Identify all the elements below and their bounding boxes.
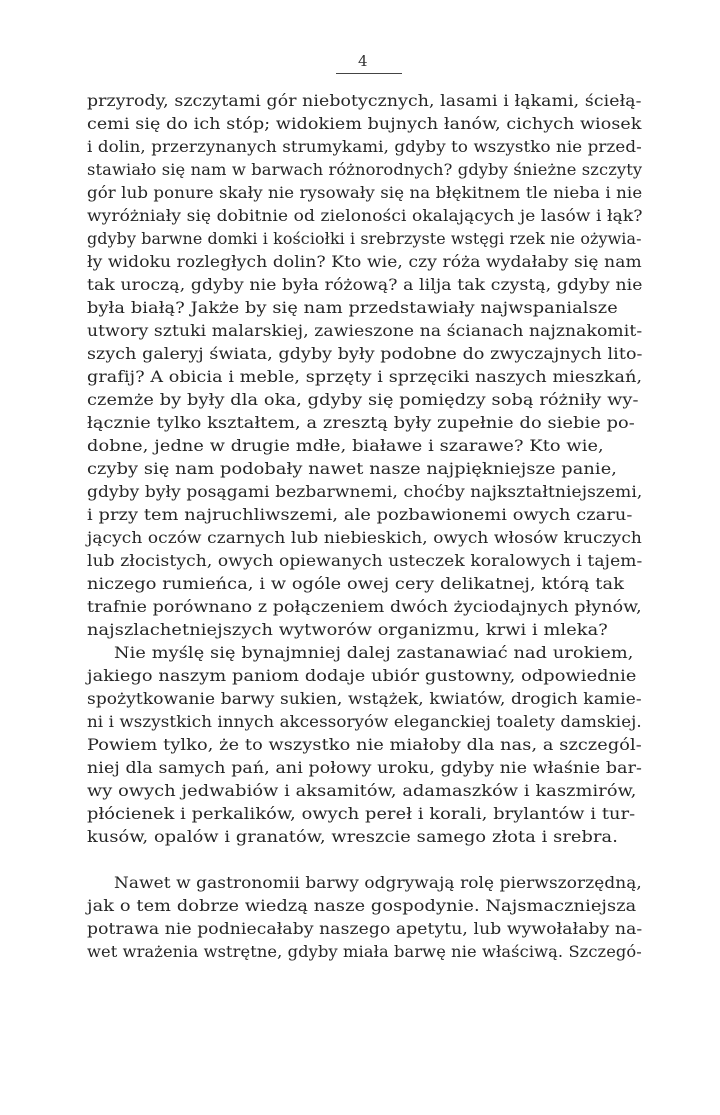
text-line: czyby się nam podobały nawet nasze najpiękniejsze panie,	[87, 460, 618, 478]
text-line: i przy tem najruchliwszemi, ale pozbawionemi owych czaru-	[87, 506, 633, 524]
text-line: potrawa nie podniecałaby naszego apetytu, lub wywołałaby na-	[87, 920, 643, 938]
text-line: szych galeryj świata, gdyby były podobne do zwyczajnych lito-	[87, 345, 643, 363]
text-line: przyrody, szczytami gór niebotycznych, lasami i łąkami, ściełą-	[87, 92, 642, 110]
text-line: gdyby barwne domki i kościołki i srebrzyste wstęgi rzek nie ożywia-	[87, 230, 642, 248]
text-line: Nie myślę się bynajmniej dalej zastanawiać nad urokiem,	[114, 644, 634, 662]
text-line: spożytkowanie barwy sukien, wstążek, kwiatów, drogich kamie-	[87, 690, 642, 708]
text-line: wet wrażenia wstrętne, gdyby miała barwę nie właściwą. Szczegó-	[87, 943, 642, 961]
text-line: lub złocistych, owych opiewanych usteczek koralowych i tajem-	[87, 552, 643, 570]
page-number: 4	[358, 52, 368, 70]
text-line: ni i wszystkich innych akcessoryów eleganckiej toalety damskiej.	[87, 713, 642, 731]
text-line: dobne, jedne w drugie mdłe, białawe i szarawe? Kto wie,	[87, 437, 604, 455]
text-line: gdyby były posągami bezbarwnemi, choćby najkształtniejszemi,	[87, 483, 643, 501]
text-line: Powiem tylko, że to wszystko nie miałoby dla nas, a szczegól-	[87, 736, 642, 754]
text-line: płócienek i perkalików, owych pereł i korali, brylantów i tur-	[87, 805, 636, 823]
text-line: łącznie tylko kształtem, a zresztą były zupełnie do siebie po-	[87, 414, 635, 432]
text-line: jących oczów czarnych lub niebieskich, owych włosów kruczych	[87, 529, 642, 547]
text-line: tak uroczą, gdyby nie była różową? a lilja tak czystą, gdyby nie	[87, 276, 643, 294]
text-line: cemi się do ich stóp; widokiem bujnych łanów, cichych wiosek	[87, 115, 642, 133]
text-line: utwory sztuki malarskiej, zawieszone na ścianach najznakomit-	[87, 322, 643, 340]
text-line: niej dla samych pań, ani połowy uroku, gdyby nie właśnie bar-	[87, 759, 642, 777]
text-line: wyróżniały się dobitnie od zieloności okalających je lasów i łąk?	[87, 207, 643, 225]
text-line: i dolin, przerzynanych strumykami, gdyby to wszystko nie przed-	[87, 138, 642, 156]
header-rule	[336, 73, 402, 74]
text-line: jak o tem dobrze wiedzą nasze gospodynie. Najsmaczniejsza	[87, 897, 637, 915]
text-line: gór lub ponure skały nie rysowały się na błękitnem tle nieba i nie	[87, 184, 643, 202]
text-line: stawiało się nam w barwach różnorodnych? gdyby śnieżne szczyty	[87, 161, 643, 179]
text-line: czemże by były dla oka, gdyby się pomiędzy sobą różniły wy-	[87, 391, 639, 409]
text-line: ły widoku rozległych dolin? Kto wie, czy róża wydałaby się nam	[87, 253, 642, 271]
text-line: Nawet w gastronomii barwy odgrywają rolę pierwszorzędną,	[114, 874, 642, 892]
text-line: kusów, opalów i granatów, wreszcie samego złota i srebra.	[87, 828, 618, 846]
text-line: była białą? Jakże by się nam przedstawiały najwspanialsze	[87, 299, 618, 317]
text-line: grafij? A obicia i meble, sprzęty i sprzęciki naszych mieszkań,	[87, 368, 643, 386]
text-line: najszlachetniejszych wytworów organizmu, krwi i mleka?	[87, 621, 608, 639]
text-line: trafnie porównano z połączeniem dwóch życiodajnych płynów,	[87, 598, 642, 616]
text-line: niczego rumieńca, i w ogóle owej cery delikatnej, którą tak	[87, 575, 625, 593]
text-line: wy owych jedwabiów i aksamitów, adamaszków i kaszmirów,	[87, 782, 637, 800]
text-line: jakiego naszym paniom dodaje ubiór gustowny, odpowiednie	[87, 667, 637, 685]
